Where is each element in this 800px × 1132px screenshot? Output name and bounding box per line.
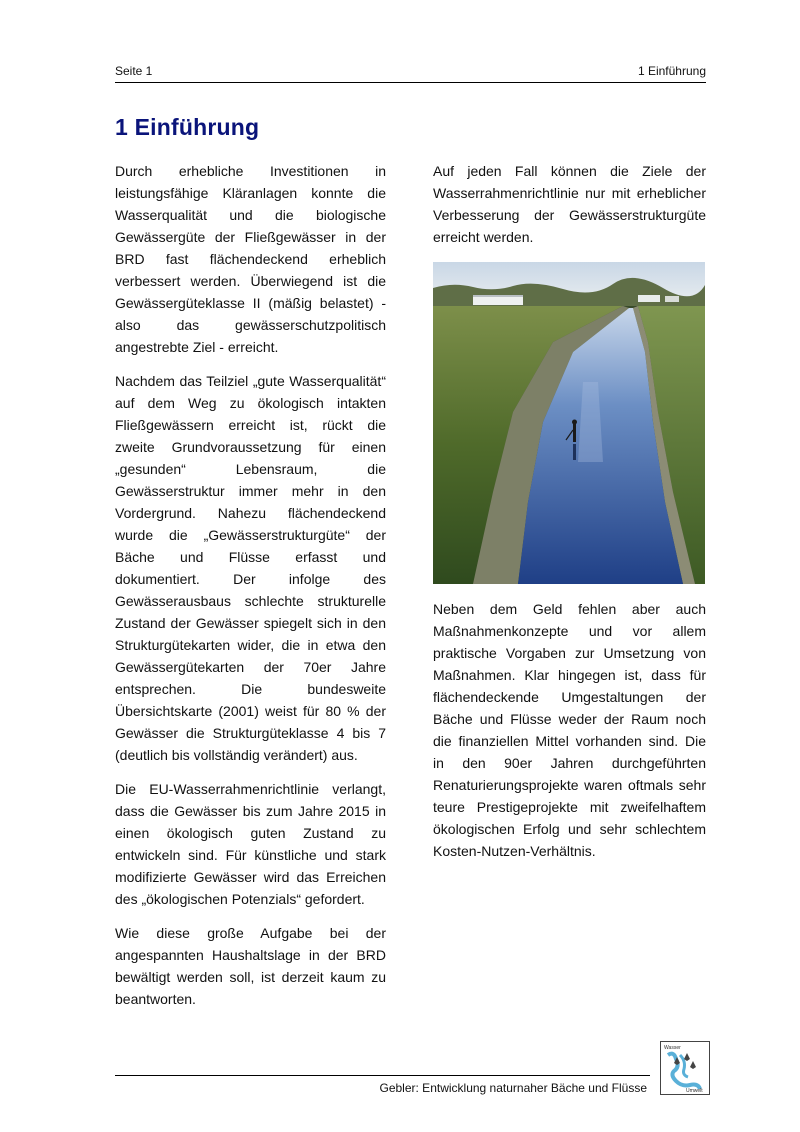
paragraph: Neben dem Geld fehlen aber auch Maßnahmenkonzepte und vor allem praktische Vorgaben zur Umsetzung von Maßnahmen. Klar hingegen ist, dass für flächendeckende Umgestaltungen der Bäche und Flüsse weder der Raum noch die finanziellen Mittel vorhanden sind. Die in den 90er Jahren durchgeführten Renaturierungsprojekte waren oftmals sehr teure Prestigeprojekte mit zweifelhaftem ökologischen Erfolg und sehr schlechtem Kosten-Nutzen-Verhältnis. <box>433 601 706 859</box>
footer-text: Gebler: Entwicklung naturnaher Bäche und Flüsse <box>379 1081 647 1095</box>
right-column-bottom <box>433 598 706 874</box>
paragraph: Die EU-Wasserrahmenrichtlinie verlangt, dass die Gewässer bis zum Jahre 2015 in einen ökologisch guten Zustand zu entwickeln sind. Für künstliche und stark modifizierte Gewässer wird das Erreichen des „ökologischen Potenzials“ gefordert. <box>115 781 386 907</box>
paragraph: Durch erhebliche Investitionen in leistungsfähige Kläranlagen konnte die Wasserqualität und die biologische Gewässergüte der Fließgewässer in der BRD fast flächendeckend erheblich verbessert werden. Überwiegend ist die Gewässergüteklasse II (mäßig belastet) - also das gewässerschutzpolitisch angestrebte Ziel - erreicht. <box>115 163 386 355</box>
logo-top-text: Wasser <box>664 1045 681 1051</box>
right-column-top <box>433 160 706 260</box>
paragraph: Auf jeden Fall können die Ziele der Wasserrahmenrichtlinie nur mit erheblicher Verbesserung der Gewässerstrukturgüte erreicht werden. <box>433 163 706 245</box>
logo-bottom-text: Umwelt <box>686 1088 703 1094</box>
paragraph: Wie diese große Aufgabe bei der angespannten Haushaltslage in der BRD bewältigt werden soll, ist derzeit kaum zu beantworten. <box>115 925 386 1007</box>
page-header <box>115 60 706 83</box>
wasser-umwelt-logo <box>660 1041 710 1095</box>
page-number: Seite 1 <box>115 64 153 78</box>
chapter-title: 1 Einführung <box>115 114 260 140</box>
left-column <box>115 160 386 1022</box>
paragraph: Nachdem das Teilziel „gute Wasserqualität“ auf dem Weg zu ökologisch intakten Fließgewässern erreicht ist, rückt die zweite Grundvoraussetzung für einen „gesunden“ Lebensraum, die Gewässerstruktur immer mehr in den Vordergrund. Nahezu flächendeckend wurde die „Gewässerstrukturgüte“ der Bäche und Flüsse erfasst und dokumentiert. Der infolge des Gewässerausbaus schlechte strukturelle Zustand der Gewässer spiegelt sich in den Strukturgütekarten wider, die in etwa den Gewässergütekarten der 70er Jahre entsprechen. Die bundesweite Übersichtskarte (2001) weist für 80 % der Gewässer die Strukturgüteklasse 4 bis 7 (deutlich bis vollständig verändert) aus. <box>115 373 386 763</box>
footer-rule <box>115 1075 650 1076</box>
section-header: 1 Einführung <box>637 64 706 78</box>
river-photo <box>433 262 705 584</box>
